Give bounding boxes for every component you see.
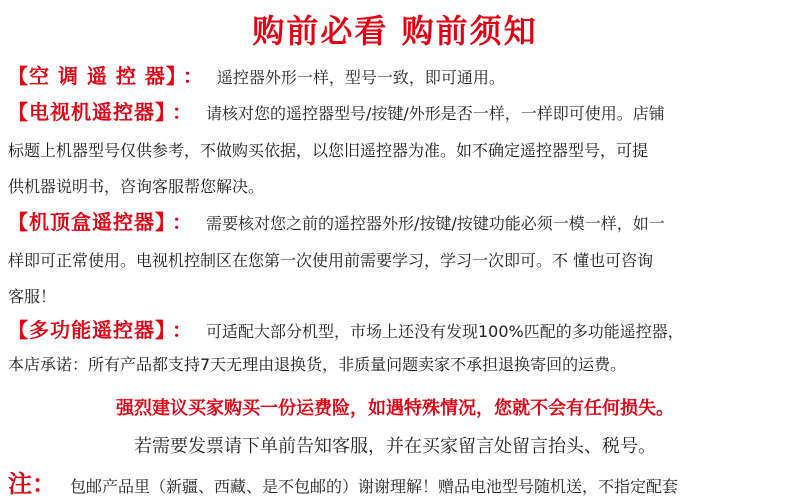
section-text: 需要核对您之前的遥控器外形/按键/按键功能必须一模一样，如一 bbox=[206, 214, 665, 233]
section-text-line: 供机器说明书，咨询客服帮您解决。 bbox=[8, 177, 265, 196]
section-text-line: 客服！ bbox=[8, 287, 57, 306]
section-stb-remote bbox=[8, 206, 665, 235]
section-text: 遥控器外形一样，型号一致，即可通用。 bbox=[216, 68, 505, 87]
invoice-notice: 若需要发票请下单前告知客服，并在买家留言处留言抬头、税号。 bbox=[134, 436, 656, 457]
separator: ： bbox=[172, 210, 192, 234]
page-title: 购前必看 购前须知 bbox=[252, 12, 538, 50]
section-label: 【电视机遥控器】 bbox=[8, 100, 166, 124]
section-label: 【空 调 遥 控 器】 bbox=[8, 64, 177, 88]
section-text-line: 本店承诺：所有产品都支持7天无理由退换货，非质量问题卖家不承担退换寄回的运费。 bbox=[8, 355, 627, 374]
note-text: 包邮产品里（新疆、西藏、是不包邮的）谢谢理解！赠品电池型号随机送，不指定配套 bbox=[70, 477, 679, 496]
section-text: 请核对您的遥控器型号/按键/外形是否一样，一样即可使用。店铺 bbox=[206, 104, 665, 123]
section-label: 【多功能遥控器】 bbox=[8, 318, 166, 342]
footer-note bbox=[8, 464, 678, 499]
section-label: 【机顶盒遥控器】 bbox=[8, 210, 166, 234]
section-tv-remote bbox=[8, 96, 665, 125]
note-label: 注： bbox=[8, 470, 56, 498]
section-multi-remote bbox=[8, 314, 684, 343]
section-ac-remote bbox=[8, 60, 505, 89]
separator: ： bbox=[172, 318, 192, 342]
section-text-line: 标题上机器型号仅供参考，不做购买依据，以您旧遥控器为准。如不确定遥控器型号，可提 bbox=[8, 141, 649, 160]
shipping-insurance-warning: 强烈建议买家购买一份运费险，如遇特殊情况，您就不会有任何损失。 bbox=[116, 398, 674, 419]
separator: ： bbox=[182, 64, 203, 88]
section-text-line: 样即可正常使用。电视机控制区在您第一次使用前需要学习，学习一次即可。不 懂也可咨询 bbox=[8, 251, 654, 270]
separator: ： bbox=[172, 100, 192, 124]
section-text: 可适配大部分机型，市场上还没有发现100%匹配的多功能遥控器， bbox=[206, 322, 684, 341]
